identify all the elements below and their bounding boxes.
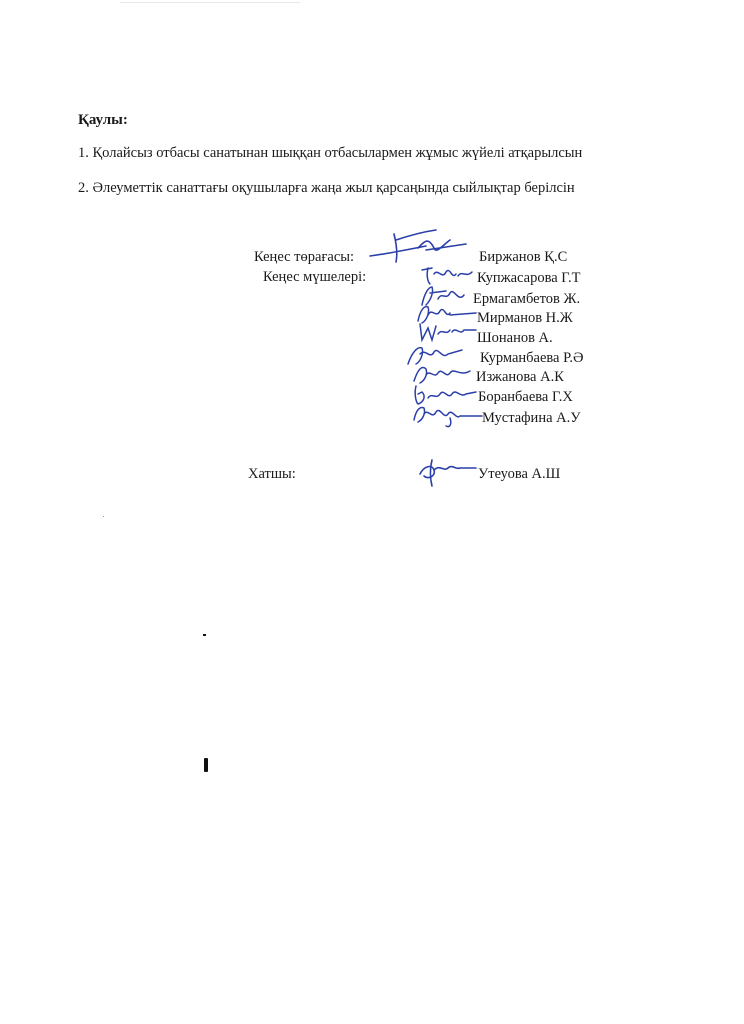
member-name: Мустафина А.У	[482, 410, 581, 426]
scan-artifact	[120, 2, 300, 3]
secretary-signature-icon	[412, 454, 482, 490]
member-name: Купжасарова Г.Т	[477, 270, 581, 286]
chair-label: Кеңес төрағасы:	[254, 249, 355, 265]
member-name: Ермагамбетов Ж.	[473, 291, 581, 307]
scan-speck	[103, 516, 104, 517]
decision-point-2: 2. Әлеуметтік санаттағы оқушыларға жаңа жыл қарсаңында сыйлықтар берілсін	[78, 180, 575, 196]
decision-heading: Қаулы:	[78, 112, 128, 128]
chair-signature-icon	[366, 226, 476, 266]
member-name: Курманбаева Р.Ә	[480, 350, 584, 366]
scan-speck	[203, 634, 206, 636]
secretary-label: Хатшы:	[248, 466, 296, 482]
member-name: Изжанова А.К	[476, 369, 564, 385]
member-name: Мирманов Н.Ж	[477, 310, 573, 326]
members-label: Кеңес мүшелері:	[263, 269, 367, 285]
decision-point-1: 1. Қолайсыз отбасы санатынан шыққан отбасылармен жұмыс жүйелі атқарылсын	[78, 145, 583, 161]
member-name: Боранбаева Г.Х	[478, 389, 573, 405]
secretary-name: Утеуова А.Ш	[478, 466, 561, 482]
scan-speck	[204, 758, 208, 772]
chair-name: Биржанов Қ.С	[479, 249, 568, 265]
member-signature-icon	[410, 402, 486, 430]
member-name: Шонанов А.	[477, 330, 553, 346]
member-signature-icon	[414, 320, 480, 344]
